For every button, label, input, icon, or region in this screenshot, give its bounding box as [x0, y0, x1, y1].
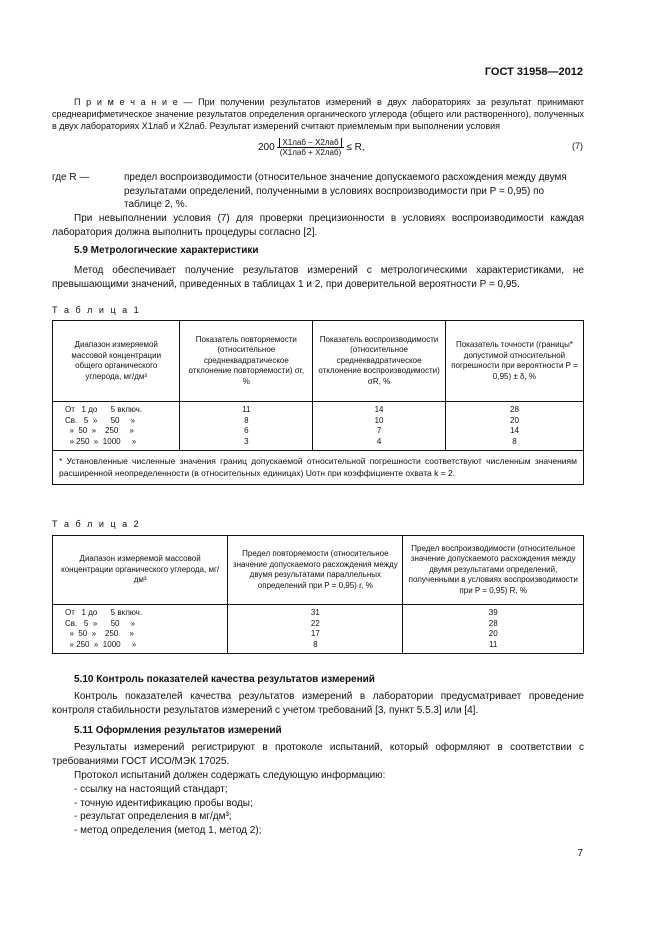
section-5-11-text2: Протокол испытаний должен содержать следующую информацию: — [74, 770, 386, 781]
where-clause — [52, 171, 584, 212]
table1-data-cell: 28 20 14 8 — [445, 402, 583, 451]
table1-footnote: * Установленные численные значения границ допускаемой относительной погрешности соответствуют численным значениям расширенной неопределенности (в относительных единицах) Uотн при коэффициенте охвата k = 2. — [53, 451, 584, 485]
where-term: где R — — [52, 172, 90, 183]
formula — [258, 138, 365, 157]
table2 — [52, 535, 584, 654]
table1-data-row — [53, 402, 584, 451]
list-item: - результат определения в мг/дм³; — [74, 811, 232, 822]
table2-header-cell: Предел повторяемости (относительное значение допускаемого расхождения между двумя результатами параллельных определений при P = 0,95) r, % — [228, 536, 403, 605]
note-text: — При получении результатов измерений в двух лабораториях за результат принимают среднеарифметическое значение результатов определения органического углерода (общего или растворенного), полученных в двух лабораториях X1лаб и X2лаб. Результат измерений считают приемлемым при выполнении условия — [52, 97, 584, 131]
section-5-11-text1: Результаты измерений регистрируют в протоколе испытаний, который оформляют в соответствии с требованиями ГОСТ ИСО/МЭК 17025. — [52, 742, 584, 767]
page-number: 7 — [577, 848, 583, 859]
table1-footnote-row — [53, 451, 584, 485]
list-item: - ссылку на настоящий стандарт; — [74, 784, 228, 795]
table1-header-cell: Показатель точности (границы* допустимой относительной погрешности при вероятности P = 0,95) ± δ, % — [445, 321, 583, 402]
list-item: - точную идентификацию пробы воды; — [74, 797, 253, 809]
list-item: - метод определения (метод 1, метод 2); — [74, 824, 262, 836]
condition-paragraph: При невыполнении условия (7) для проверки прецизионности в условиях воспроизводимости каждая лаборатория должна выполнить процедуры согласно [2]. — [52, 213, 584, 238]
formula-relation: ≤ R, — [346, 142, 365, 154]
formula-fraction — [277, 138, 343, 157]
formula-denominator: (X1лаб + X2лаб) — [279, 148, 342, 157]
document-header: ГОСТ 31958—2012 — [484, 66, 583, 78]
table2-header-cell: Предел воспроизводимости (относительное значение допускаемого расхождения между двумя результатами определений, полученными в условиях воспроизводимости при P = 0,95) R, % — [403, 536, 584, 605]
table2-range-cell: От 1 до 5 включ. Св. 5 » 50 » » 50 » 250 » » 250 » 1000 » — [53, 605, 228, 654]
table2-data-cell: 39 28 20 11 — [403, 605, 584, 654]
table2-data-cell: 31 22 17 8 — [228, 605, 403, 654]
formula-number: (7) — [572, 141, 583, 151]
note-paragraph — [52, 96, 584, 132]
section-5-11-heading: 5.11 Оформления результатов измерений — [74, 725, 282, 736]
table1 — [52, 320, 584, 485]
table2-header-cell: Диапазон измеряемой массовой концентрации органического углерода, мг/дм³ — [53, 536, 228, 605]
table1-header-cell: Показатель воспроизводимости (относительное среднеквадратическое отклонение воспроизводимости) σR, % — [313, 321, 446, 402]
formula-coefficient: 200 — [258, 142, 275, 154]
table1-caption: Т а б л и ц а 1 — [52, 305, 141, 315]
section-5-9-text: Метод обеспечивает получение результатов измерений с метрологическими характеристиками, не превышающими значений, приведенных в таблицах 1 и 2, при доверительной вероятности P = 0,95. — [52, 265, 584, 290]
table2-header-row — [53, 536, 584, 605]
section-5-9-heading: 5.9 Метрологические характеристики — [74, 245, 259, 256]
table1-header-cell: Диапазон измеряемой массовой концентрации общего органического углерода, мг/дм³ — [53, 321, 180, 402]
table1-header-row — [53, 321, 584, 402]
section-5-10-heading: 5.10 Контроль показателей качества результатов измерений — [74, 674, 375, 685]
table2-caption: Т а б л и ц а 2 — [52, 519, 141, 529]
section-5-10-text: Контроль показателей качества результатов измерений в лаборатории предусматривает проведение контроля стабильности результатов измерений с учетом требований [3, пункт 5.5.3] или [4]. — [52, 691, 584, 716]
protocol-items-list — [74, 783, 261, 837]
formula-numerator: X1лаб − X2лаб — [279, 138, 341, 147]
table1-data-cell: 11 8 6 3 — [180, 402, 313, 451]
table2-data-row — [53, 605, 584, 654]
table1-data-cell: 14 10 7 4 — [313, 402, 446, 451]
table1-range-cell: От 1 до 5 включ. Св. 5 » 50 » » 50 » 250 » » 250 » 1000 » — [53, 402, 180, 451]
note-label: П р и м е ч а н и е — [74, 97, 178, 107]
table1-header-cell: Показатель повторяемости (относительное среднеквадратическое отклонение повторяемости) σr, % — [180, 321, 313, 402]
where-definition: предел воспроизводимости (относительное значение допускаемого расхождения между двумя результатами определений, полученными в условиях воспроизводимости при P = 0,95) по таблице 2, %. — [124, 172, 567, 210]
